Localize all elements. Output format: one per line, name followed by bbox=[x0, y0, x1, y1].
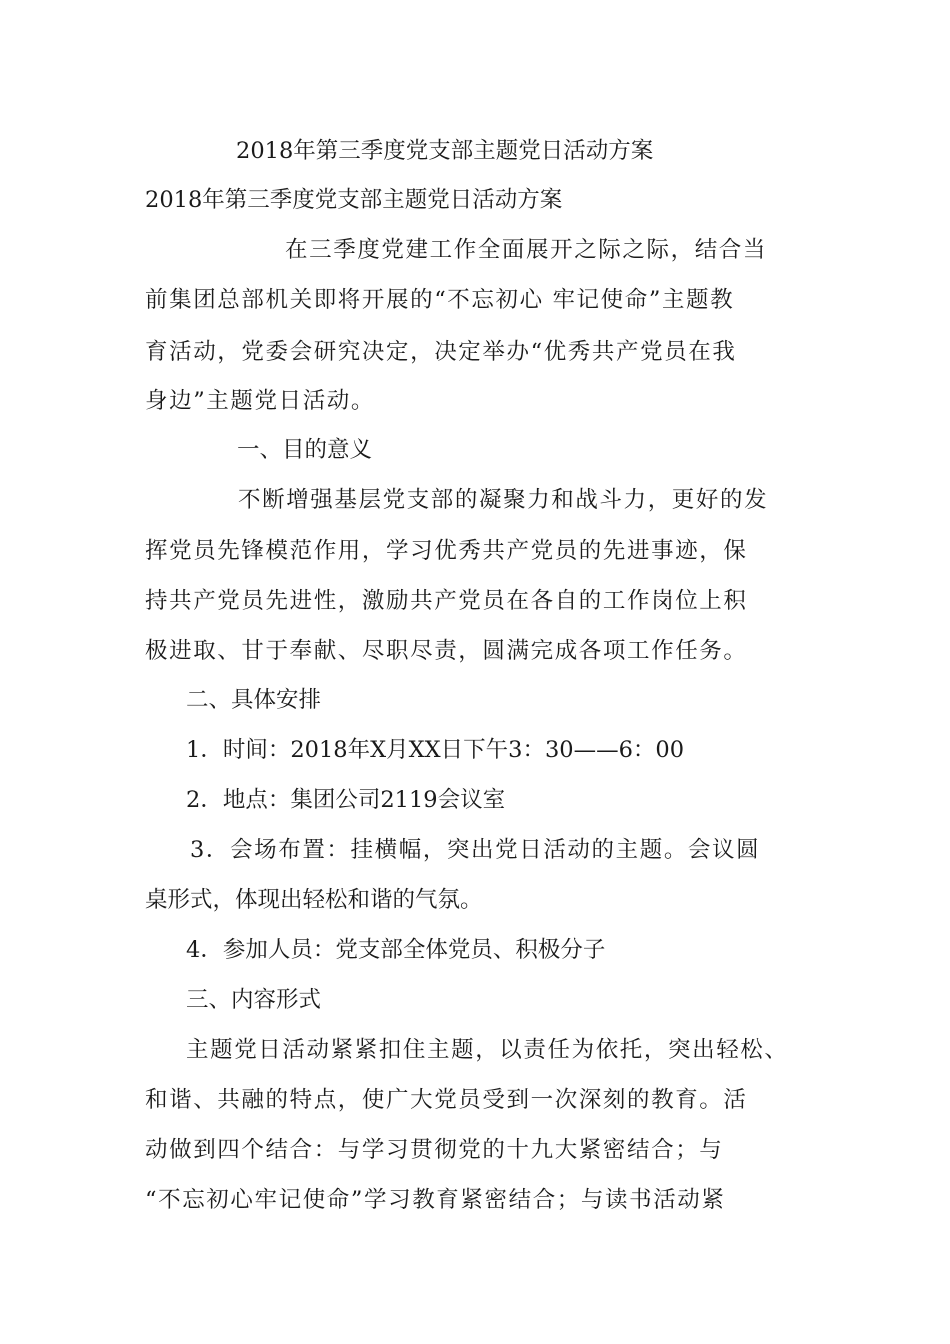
document-title: 2018年第三季度党支部主题党日活动方案 bbox=[236, 138, 654, 164]
section-heading: 一、目的意义 bbox=[237, 437, 373, 463]
section-paragraph-line: 动做到四个结合：与学习贯彻党的十九大紧密结合；与 bbox=[145, 1137, 724, 1163]
section-paragraph-line: “不忘初心牢记使命”学习教育紧密结合；与读书活动紧 bbox=[145, 1187, 726, 1213]
section-paragraph-line: 持共产党员先进性，激励共产党员在各自的工作岗位上积 bbox=[145, 588, 748, 614]
arrangement-item: 3．会场布置：挂横幅，突出党日活动的主题。会议圆 bbox=[190, 837, 761, 863]
section-heading: 三、内容形式 bbox=[186, 987, 322, 1013]
arrangement-item: 1．时间：2018年X月XX日下午3：30——6：00 bbox=[186, 737, 685, 763]
intro-line: 在三季度党建工作全面展开之际之际，结合当 bbox=[285, 237, 768, 263]
section-paragraph-line: 不断增强基层党支部的凝聚力和战斗力，更好的发 bbox=[238, 487, 769, 513]
intro-line: 身边”主题党日活动。 bbox=[145, 388, 376, 414]
intro-line: 育活动，党委会研究决定，决定举办“优秀共产党员在我 bbox=[145, 339, 737, 365]
document-subtitle: 2018年第三季度党支部主题党日活动方案 bbox=[145, 187, 563, 213]
section-paragraph-line: 主题党日活动紧紧扣住主题，以责任为依托，突出轻松、 bbox=[186, 1037, 789, 1063]
section-paragraph-line: 挥党员先锋模范作用，学习优秀共产党员的先进事迹，保 bbox=[145, 538, 748, 564]
section-heading: 二、具体安排 bbox=[186, 687, 322, 713]
arrangement-item: 4．参加人员：党支部全体党员、积极分子 bbox=[186, 937, 606, 963]
arrangement-item: 桌形式，体现出轻松和谐的气氛。 bbox=[145, 887, 483, 913]
arrangement-item: 2．地点：集团公司2119会议室 bbox=[186, 787, 506, 813]
section-paragraph-line: 极进取、甘于奉献、尽职尽责，圆满完成各项工作任务。 bbox=[145, 638, 748, 664]
intro-line: 前集团总部机关即将开展的“不忘初心 牢记使命”主题教 bbox=[145, 287, 735, 313]
section-paragraph-line: 和谐、共融的特点，使广大党员受到一次深刻的教育。活 bbox=[145, 1087, 748, 1113]
